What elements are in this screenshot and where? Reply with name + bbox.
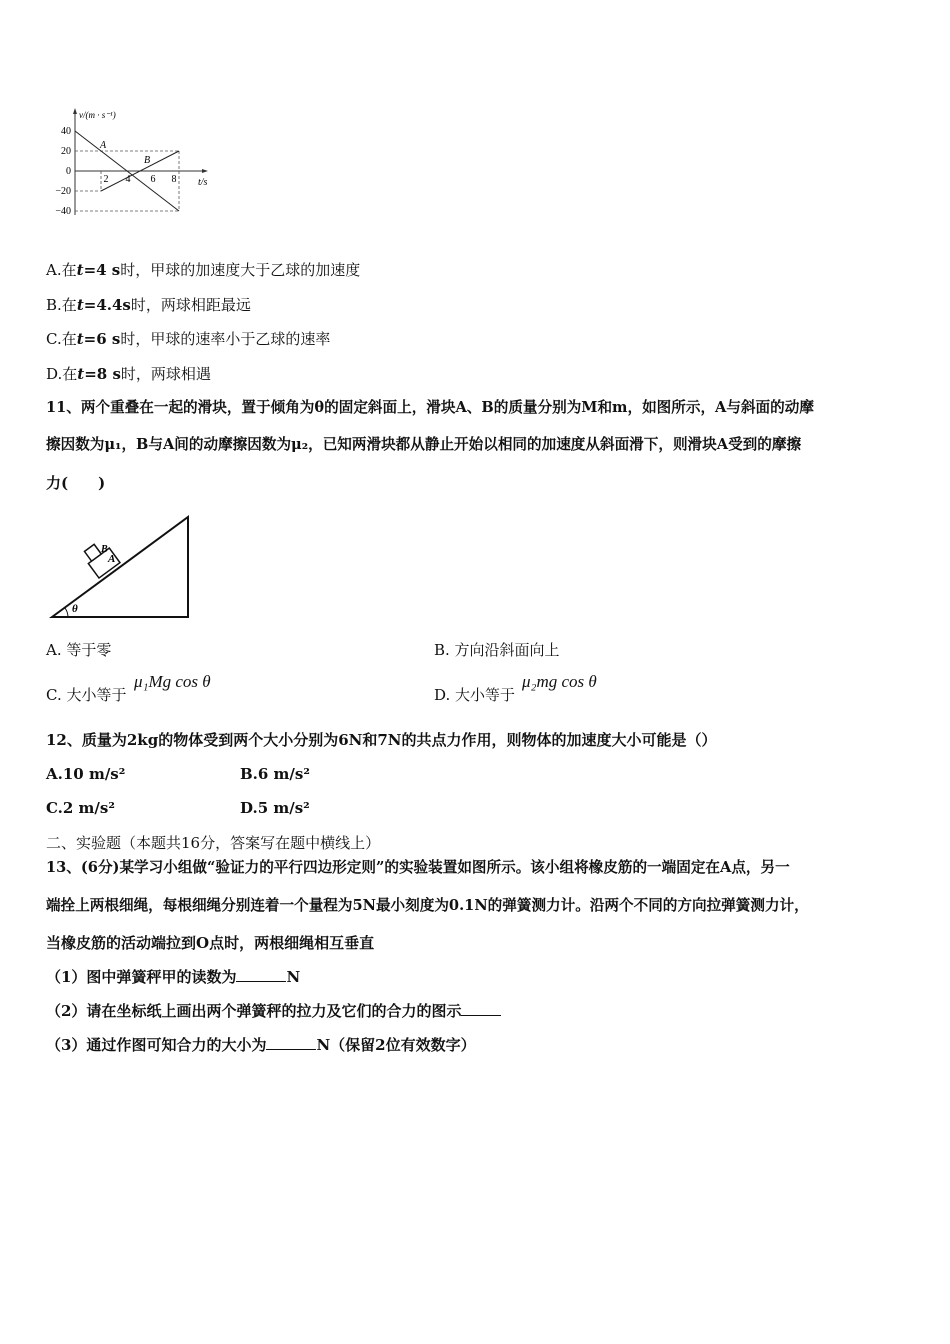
x-tick-6: 6 <box>150 174 156 185</box>
x-tick-2: 2 <box>103 174 109 185</box>
incline-figure <box>46 510 196 625</box>
x-tick-4: 4 <box>125 174 131 185</box>
answer-blank-3[interactable] <box>266 1035 316 1050</box>
block-a-label: A <box>108 553 116 565</box>
y-tick-minus-20: −20 <box>55 186 71 197</box>
q11-stem-line-1: 11、两个重叠在一起的滑块，置于倾角为θ的固定斜面上，滑块A、B的质量分别为M和m，如图所示，A与斜面的动摩 <box>46 399 814 416</box>
y-tick-20: 20 <box>61 146 71 157</box>
line-a-label: A <box>100 140 107 151</box>
q11-option-a: A. 等于零 <box>46 641 112 659</box>
q11-stem-line-3: 力( ) <box>46 474 106 492</box>
block-b-label: B <box>101 544 108 555</box>
angle-label: θ <box>72 603 78 615</box>
x-tick-8: 8 <box>171 174 177 185</box>
q10-option-b: B.在t=4.4s时，两球相距最远 <box>46 296 251 314</box>
q13-stem-line-3: 当橡皮筋的活动端拉到O点时，两根细绳相互垂直 <box>46 934 375 952</box>
q12-option-b: B.6 m/s² <box>240 765 310 783</box>
q12-option-c: C.2 m/s² <box>46 799 115 817</box>
q11-option-c-formula: μ₁Mg cos θ <box>134 672 211 691</box>
y-tick-40: 40 <box>61 126 71 137</box>
answer-blank-1[interactable] <box>236 967 286 982</box>
x-axis-label: t/s <box>198 177 208 188</box>
q13-sub-1: （1）图中弹簧秤甲的读数为 N <box>46 968 301 986</box>
line-b-label: B <box>144 155 151 166</box>
answer-blank-2[interactable] <box>461 1001 501 1016</box>
y-tick-minus-40: −40 <box>55 206 71 217</box>
q11-option-c: C. 大小等于 <box>46 686 127 704</box>
section-heading: 二、实验题（本题共16分，答案写在题中横线上） <box>46 834 381 852</box>
q11-option-b: B. 方向沿斜面向上 <box>434 641 560 659</box>
q12-option-d: D.5 m/s² <box>240 799 310 817</box>
q10-option-c: C.在t=6 s时，甲球的速率小于乙球的速率 <box>46 330 331 348</box>
q11-stem-line-2: 擦因数为μ₁，B与A间的动摩擦因数为μ₂，已知两滑块都从静止开始以相同的加速度从斜面滑下，则滑块A受到的摩擦 <box>46 436 802 453</box>
q13-sub-2: （2）请在坐标纸上画出两个弹簧秤的拉力及它们的合力的图示 <box>46 1000 501 1022</box>
q11-option-d: D. 大小等于 <box>434 686 516 704</box>
velocity-time-graph <box>40 100 240 235</box>
incline <box>52 517 188 617</box>
q13-stem-line-2: 端拴上两根细绳，每根细绳分别连着一个量程为5N最小刻度为0.1N的弹簧测力计。沿两个不同的方向拉弹簧测力计， <box>46 897 809 914</box>
q10-option-d: D.在t=8 s时，两球相遇 <box>46 365 211 383</box>
q13-sub-3: （3）通过作图可知合力的大小为 N（保留2位有效数字） <box>46 1036 476 1054</box>
q11-option-d-formula: μ₂mg cos θ <box>522 672 597 691</box>
q12-stem: 12、质量为2kg的物体受到两个大小分别为6N和7N的共点力作用，则物体的加速度大小可能是（） <box>46 731 717 749</box>
y-tick-0: 0 <box>66 166 71 177</box>
q10-option-a: A.在t=4 s时，甲球的加速度大于乙球的加速度 <box>46 261 361 279</box>
y-axis-label: v/(m · s⁻¹) <box>79 110 116 120</box>
q13-stem-line-1: 13、(6分)某学习小组做“验证力的平行四边形定则”的实验装置如图所示。该小组将橡皮筋的一端固定在A点，另一 <box>46 859 790 876</box>
q12-option-a: A.10 m/s² <box>46 765 126 783</box>
